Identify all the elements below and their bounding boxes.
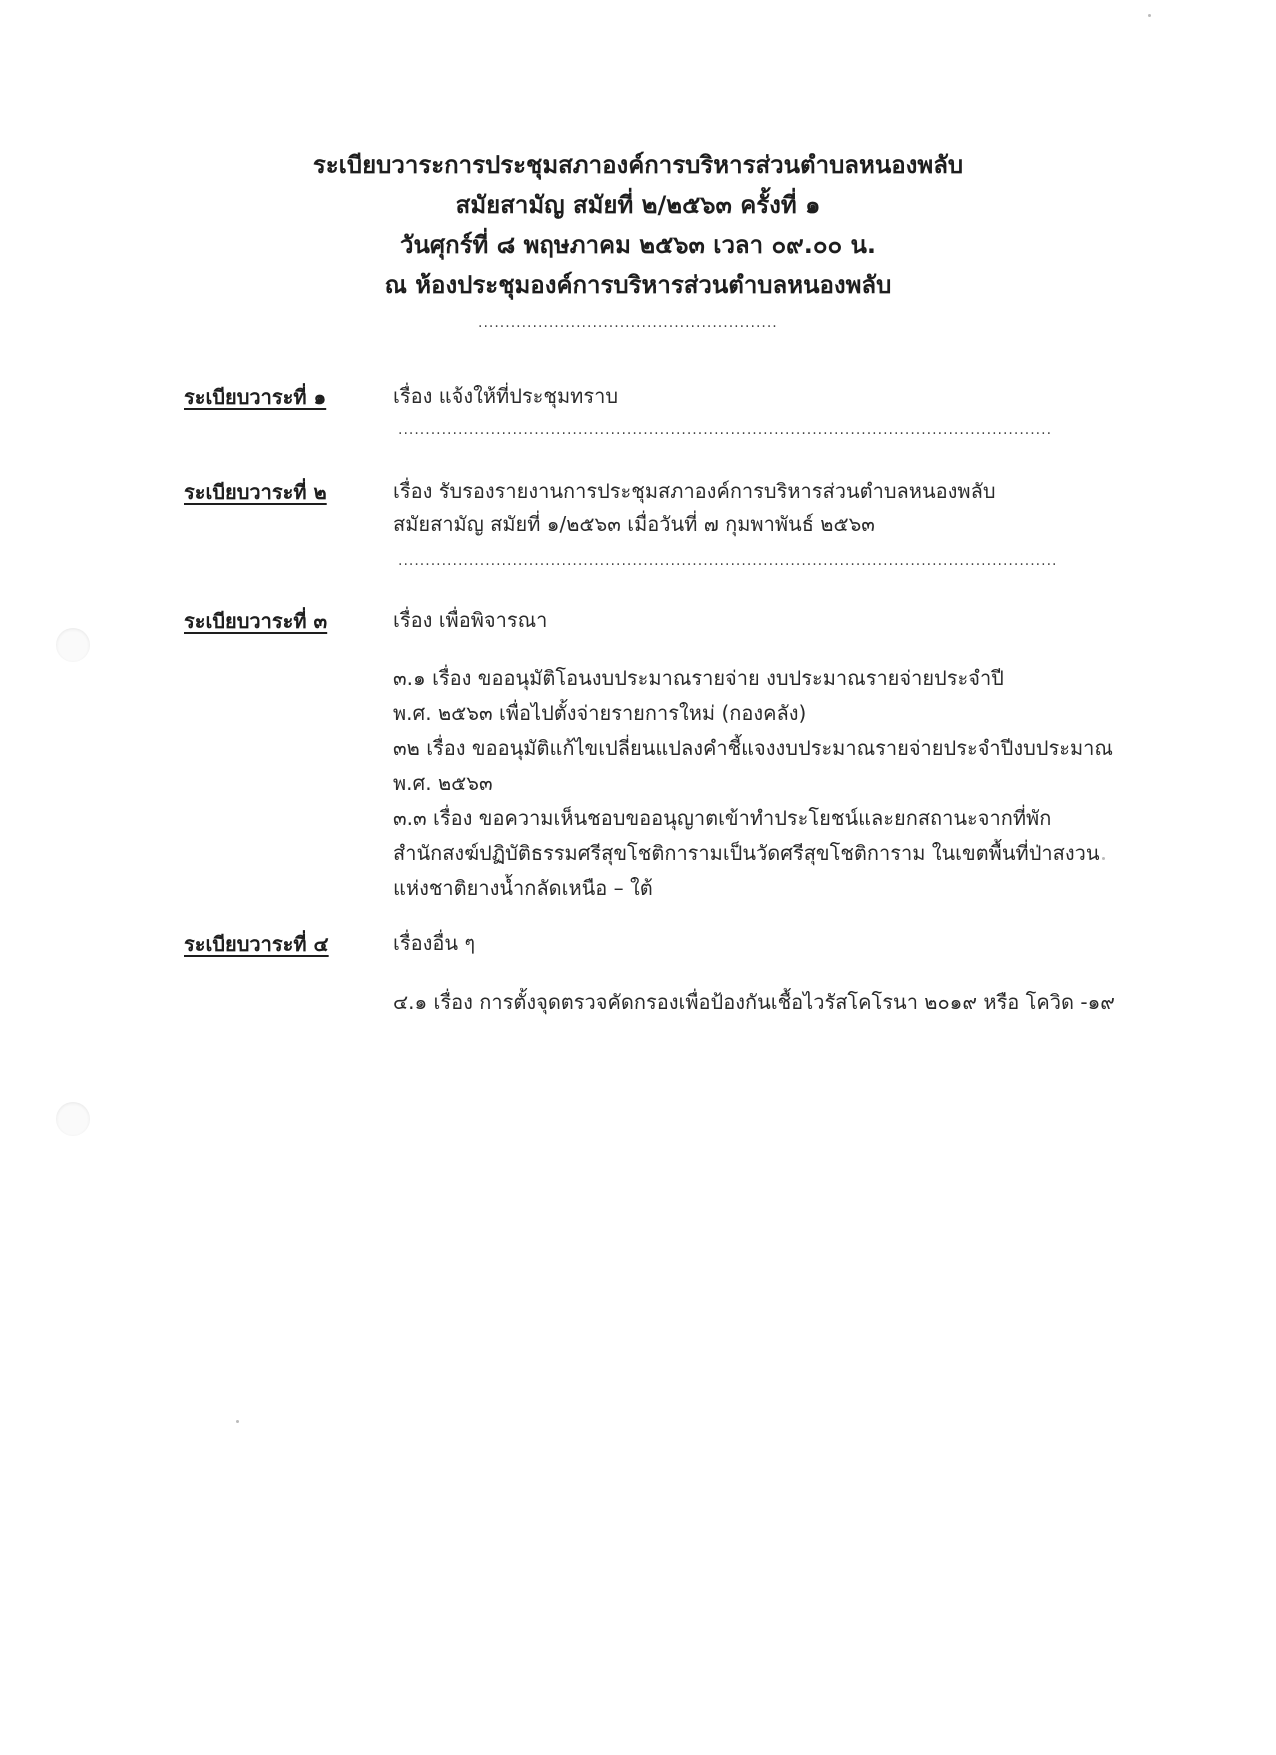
agenda-3-subject: เรื่อง เพื่อพิจารณา <box>393 608 548 632</box>
agenda-1-dots: ........................................................................................................................ <box>398 422 1053 438</box>
item-4-1-line-1: ๔.๑ เรื่อง การตั้งจุดตรวจคัดกรองเพื่อป้องกันเชื้อไวรัสโคโรนา ๒๐๑๙ หรือ โควิด -๑๙ <box>393 990 1115 1014</box>
agenda-2-dots: ......................................................................................................................... <box>398 553 1058 569</box>
agenda-3-item-1 <box>393 661 1073 731</box>
heading-separator: ....................................................... <box>478 315 778 331</box>
heading-session: สมัยสามัญ สมัยที่ ๒/๒๕๖๓ ครั้งที่ ๑ <box>455 191 821 219</box>
agenda-1-subject: เรื่อง แจ้งให้ที่ประชุมทราบ <box>393 384 619 408</box>
item-3-3-line-1: ๓.๓ เรื่อง ขอความเห็นชอบขออนุญาตเข้าทำประโยชน์และยกสถานะจากที่พัก <box>393 806 1052 830</box>
heading-venue: ณ ห้องประชุมองค์การบริหารส่วนตำบลหนองพลับ <box>384 271 892 299</box>
scan-speck <box>1148 14 1151 17</box>
scan-speck <box>236 1420 239 1423</box>
document-heading <box>0 145 1276 305</box>
agenda-2-subject: เรื่อง รับรองรายงานการประชุมสภาองค์การบริหารส่วนตำบลหนองพลับ <box>393 479 996 503</box>
item-3-2-line-2: พ.ศ. ๒๕๖๓ <box>393 771 493 795</box>
item-3-1-line-1: ๓.๑ เรื่อง ขออนุมัติโอนงบประมาณรายจ่าย งบประมาณรายจ่ายประจำปี <box>393 666 1004 690</box>
agenda-4-item-1 <box>393 985 1115 1020</box>
punch-hole <box>56 1102 90 1136</box>
item-3-1-line-2: พ.ศ. ๒๕๖๓ เพื่อไปตั้งจ่ายรายการใหม่ (กองคลัง) <box>393 701 807 725</box>
agenda-3-label: ระเบียบวาระที่ ๓ <box>184 609 328 633</box>
agenda-3-item-3 <box>393 801 1100 906</box>
item-3-3-line-2: สำนักสงฆ์ปฏิบัติธรรมศรีสุขโชติการามเป็นวัดศรีสุขโชติการาม ในเขตพื้นที่ป่าสงวน <box>393 841 1100 865</box>
agenda-2-subject-line2: สมัยสามัญ สมัยที่ ๑/๒๕๖๓ เมื่อวันที่ ๗ กุมพาพันธ์ ๒๕๖๓ <box>393 512 875 536</box>
item-3-3-line-3: แห่งชาติยางน้ำกลัดเหนือ – ใต้ <box>393 876 653 900</box>
agenda-1-label: ระเบียบวาระที่ ๑ <box>184 385 327 409</box>
punch-hole <box>56 628 90 662</box>
agenda-4-label: ระเบียบวาระที่ ๔ <box>184 932 329 956</box>
agenda-3-item-2 <box>393 731 1113 801</box>
scan-speck <box>1102 857 1105 860</box>
heading-date-time: วันศุกร์ที่ ๘ พฤษภาคม ๒๕๖๓ เวลา ๐๙.๐๐ น. <box>399 231 876 259</box>
agenda-4-subject: เรื่องอื่น ๆ <box>393 931 476 955</box>
agenda-2-label: ระเบียบวาระที่ ๒ <box>184 480 327 504</box>
item-3-2-line-1: ๓๒ เรื่อง ขออนุมัติแก้ไขเปลี่ยนแปลงคำชี้แจงงบประมาณรายจ่ายประจำปีงบประมาณ <box>393 736 1113 760</box>
heading-title: ระเบียบวาระการประชุมสภาองค์การบริหารส่วนตำบลหนองพลับ <box>312 151 964 179</box>
